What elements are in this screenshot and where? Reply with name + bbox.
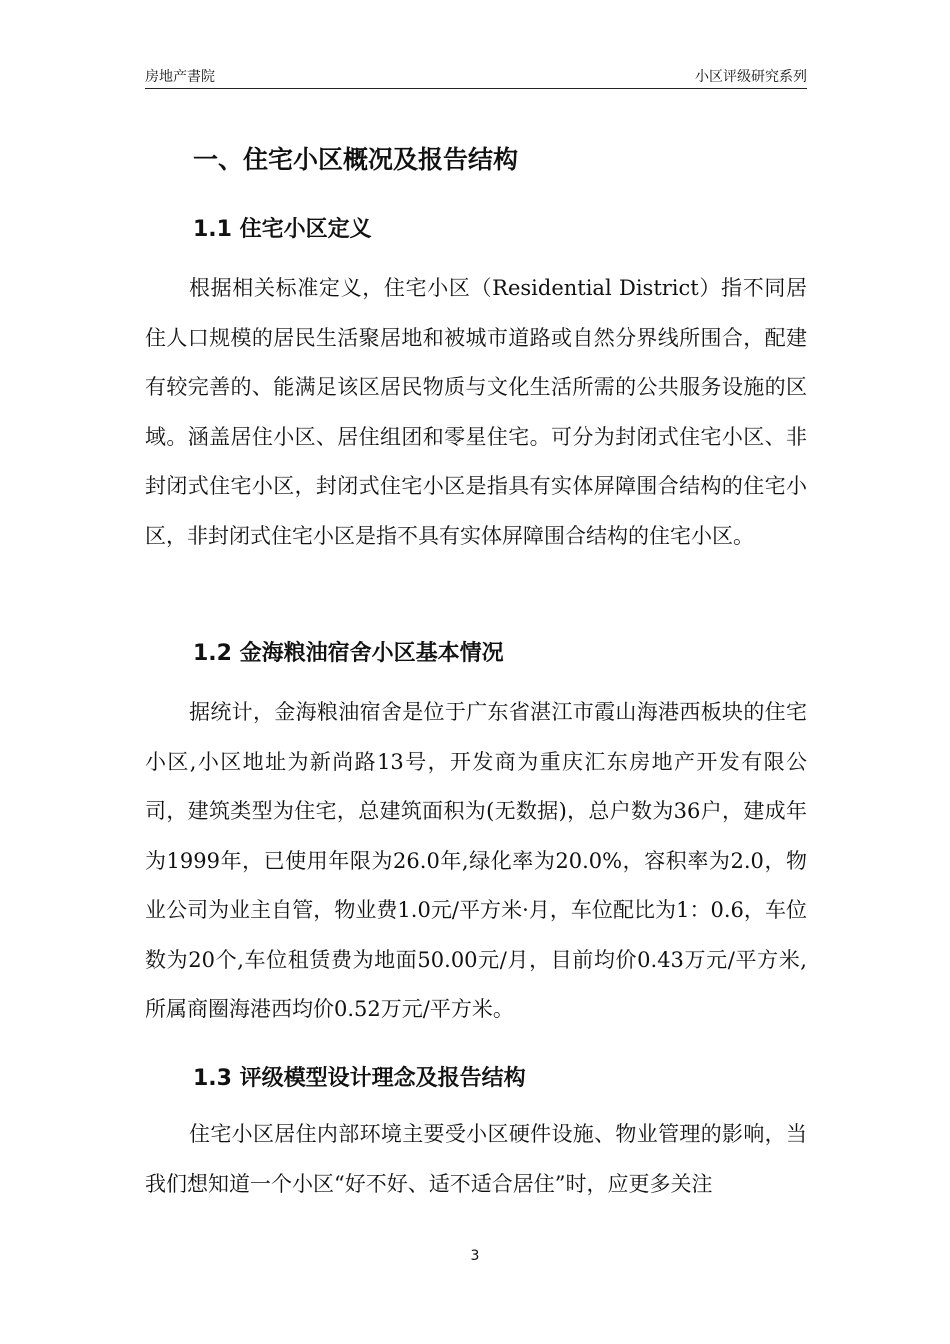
section-1-3-body: 住宅小区居住内部环境主要受小区硬件设施、物业管理的影响，当我们想知道一个小区“好不好、适不适合居住”时，应更多关注 (145, 1122, 807, 1196)
chapter-heading: 一、住宅小区概况及报告结构 (193, 145, 519, 174)
section-1-2-body: 据统计，金海粮油宿舍是位于广东省湛江市霞山海港西板块的住宅小区,小区地址为新尚路13号，开发商为重庆汇东房地产开发有限公司，建筑类型为住宅，总建筑面积为(无数据)，总户数为36户，建成年为1999年，已使用年限为26.0年,绿化率为20.0%，容积率为2.0，物业公司为业主自管，物业费1.0元/平方米·月，车位配比为1：0.6，车位数为20个,车位租赁费为地面50.00元/月，目前均价0.43万元/平方米,所属商圈海港西均价0.52万元/平方米。 (145, 700, 807, 1021)
section-1-1-title: 1.1 住宅小区定义 (193, 217, 372, 242)
header-series-title: 小区评级研究系列 (695, 69, 807, 85)
header-publisher: 房地产書院 (145, 69, 215, 85)
page-number: 3 (470, 1248, 480, 1264)
section-1-2-title: 1.2 金海粮油宿舍小区基本情况 (193, 641, 504, 666)
section-1-1-body: 根据相关标准定义，住宅小区（Residential District）指不同居住人口规模的居民生活聚居地和被城市道路或自然分界线所围合，配建有较完善的、能满足该区居民物质与文化生活所需的公共服务设施的区域。涵盖居住小区、居住组团和零星住宅。可分为封闭式住宅小区、非封闭式住宅小区，封闭式住宅小区是指具有实体屏障围合结构的住宅小区，非封闭式住宅小区是指不具有实体屏障围合结构的住宅小区。 (145, 276, 807, 548)
section-1-3-title: 1.3 评级模型设计理念及报告结构 (193, 1066, 526, 1091)
page-header (145, 62, 807, 89)
